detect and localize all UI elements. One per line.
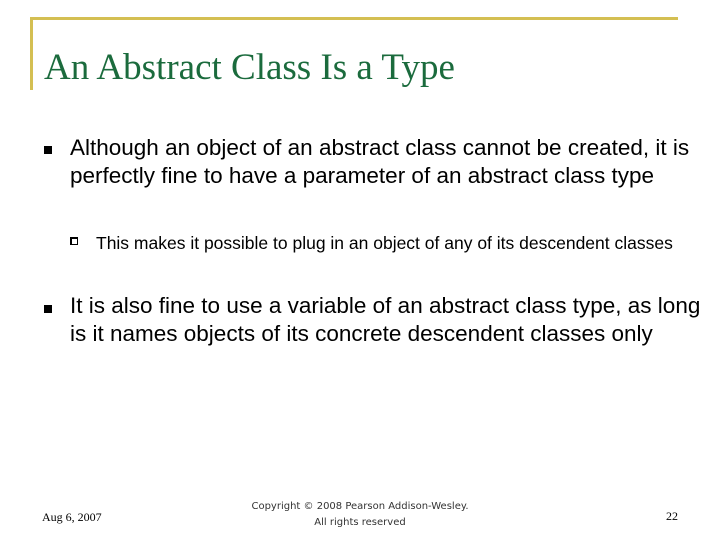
bullet-1-text: Although an object of an abstract class cannot be created, it is perfectly fine to have a parameter of an abstract class type — [70, 135, 690, 188]
slide-title: An Abstract Class Is a Type — [44, 47, 455, 88]
footer-copyright-line-1: Copyright © 2008 Pearson Addison-Wesley. — [251, 501, 469, 512]
frame-top-rule — [30, 17, 678, 20]
footer-copyright — [230, 499, 490, 531]
frame-left-rule — [30, 17, 33, 90]
footer-copyright-line-2: All rights reserved — [314, 517, 406, 528]
bullet-square-icon — [44, 305, 52, 313]
sub-bullet-1-text: This makes it possible to plug in an object of any of its descendent classes — [96, 233, 673, 253]
bullet-square-icon — [44, 146, 52, 154]
footer-date: Aug 6, 2007 — [42, 510, 102, 524]
footer-page-number: 22 — [666, 509, 678, 523]
bullet-2-text: It is also fine to use a variable of an abstract class type, as long is it names objects of its concrete descendent classes only — [70, 293, 701, 346]
sub-bullet-box-icon — [70, 237, 78, 245]
